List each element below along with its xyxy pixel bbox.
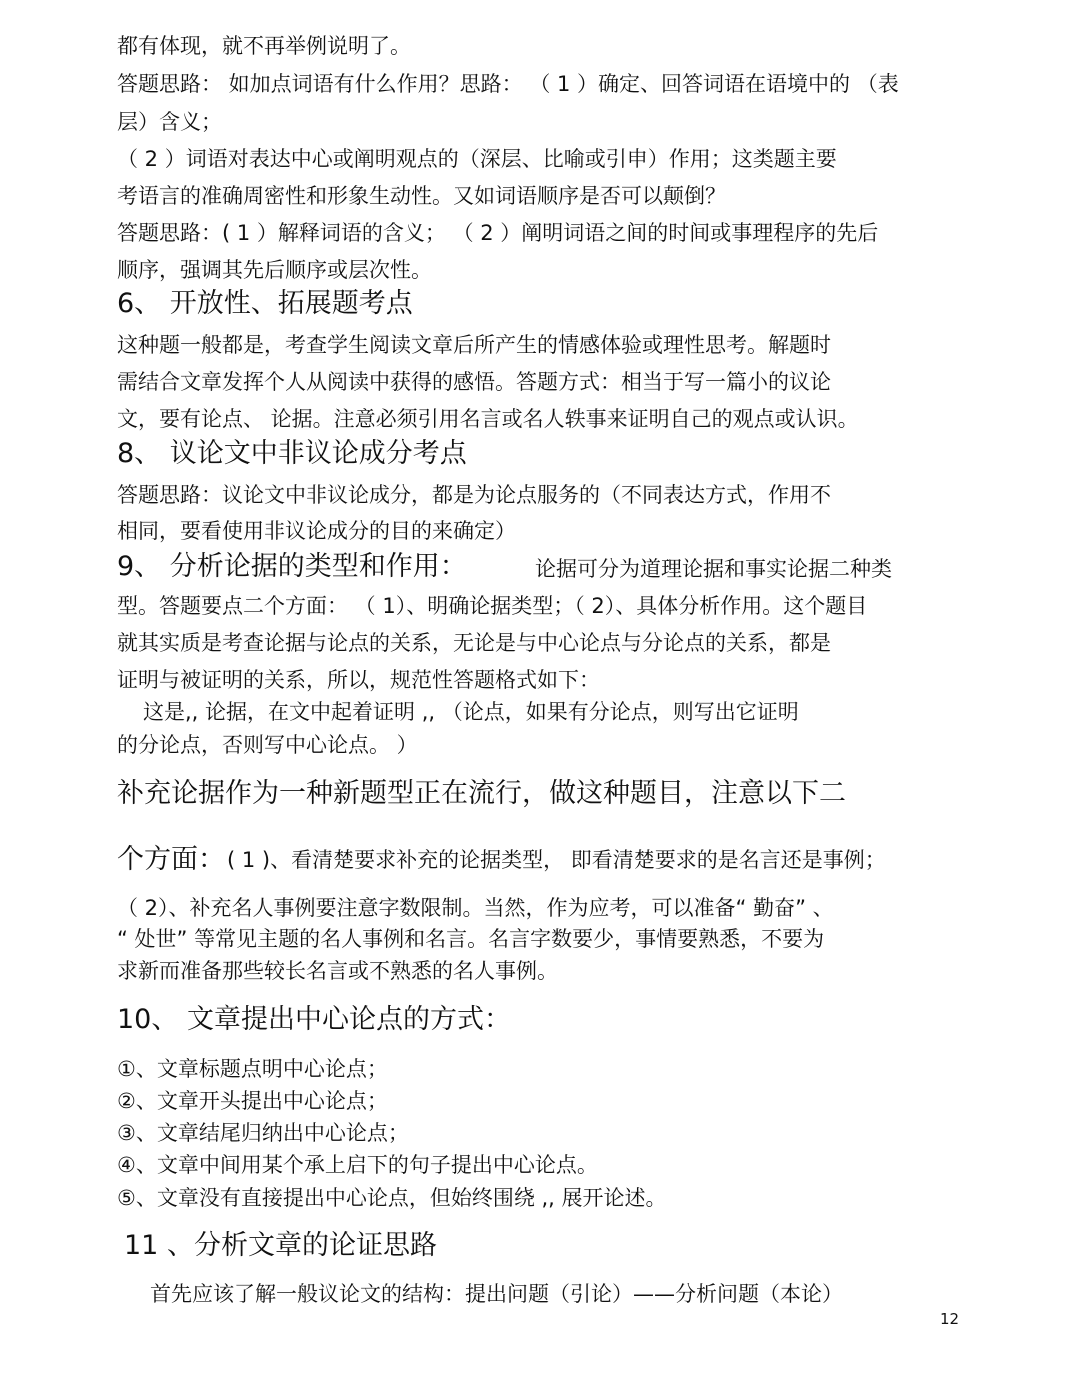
list-item: ②、文章开头提出中心论点； — [117, 1089, 388, 1113]
list-item: ⑤、文章没有直接提出中心论点，但始终围绕 ,, 展开论述。 — [117, 1186, 667, 1210]
emphasis-line: 个方面： — [117, 844, 225, 875]
page-number: 12 — [940, 1310, 960, 1328]
section-heading: 10、 文章提出中心论点的方式： — [117, 1004, 511, 1035]
text-line: 答题思路：( 1 ）解释词语的含义； （ 2 ）阐明词语之间的时间或事理程序的先后 — [117, 221, 879, 245]
section-heading: 11 、分析文章的论证思路 — [124, 1230, 437, 1261]
text-line: 都有体现，就不再举例说明了。 — [117, 34, 411, 58]
list-item: ④、文章中间用某个承上启下的句子提出中心论点。 — [117, 1153, 598, 1177]
text-line: 考语言的准确周密性和形象生动性。又如词语顺序是否可以颠倒？ — [117, 184, 726, 208]
text-line: 就其实质是考查论据与论点的关系，无论是与中心论点与分论点的关系，都是 — [117, 631, 831, 655]
text-line: ( 1 )、看清楚要求补充的论据类型， 即看清楚要求的是名言还是事例； — [227, 848, 886, 872]
text-line: 的分论点，否则写中心论点。 ） — [117, 733, 418, 757]
emphasis-line: 补充论据作为一种新题型正在流行，做这种题目，注意以下二 — [117, 778, 846, 809]
text-line: 证明与被证明的关系，所以，规范性答题格式如下： — [117, 668, 600, 692]
section-heading: 6、 开放性、拓展题考点 — [117, 288, 413, 319]
text-line: 顺序，强调其先后顺序或层次性。 — [117, 258, 432, 282]
text-line: 这种题一般都是，考查学生阅读文章后所产生的情感体验或理性思考。解题时 — [117, 333, 831, 357]
text-line: 层）含义； — [117, 110, 222, 134]
text-line: 相同，要看使用非议论成分的目的来确定） — [117, 519, 516, 543]
text-line: 首先应该了解一般议论文的结构：提出问题（引论）——分析问题（本论） — [150, 1282, 843, 1306]
text-line: 论据可分为道理论据和事实论据二种类 — [535, 557, 892, 581]
text-line: 这是,, 论据，在文中起着证明 ,, （论点，如果有分论点，则写出它证明 — [143, 700, 799, 724]
text-line: 求新而准备那些较长名言或不熟悉的名人事例。 — [117, 959, 558, 983]
section-heading: 8、 议论文中非议论成分考点 — [117, 438, 467, 469]
section-heading: 9、 分析论据的类型和作用： — [117, 551, 467, 582]
text-line: 文，要有论点、 论据。注意必须引用名言或名人轶事来证明自己的观点或认识。 — [117, 407, 859, 431]
text-line: 型。答题要点二个方面： （ 1）、明确论据类型；（ 2）、具体分析作用。这个题目 — [117, 594, 868, 618]
text-line: 需结合文章发挥个人从阅读中获得的感悟。答题方式：相当于写一篇小的议论 — [117, 370, 831, 394]
list-item: ①、文章标题点明中心论点； — [117, 1057, 388, 1081]
text-line: 答题思路： 如加点词语有什么作用？思路： （ 1 ）确定、回答词语在语境中的 （表 — [117, 72, 899, 96]
text-line: （ 2 ）词语对表达中心或阐明观点的（深层、比喻或引申）作用；这类题主要 — [117, 147, 837, 171]
list-item: ③、文章结尾归纳出中心论点； — [117, 1121, 409, 1145]
text-line: （ 2）、补充名人事例要注意字数限制。当然，作为应考，可以准备“ 勤奋” 、 — [117, 896, 834, 920]
text-line: “ 处世” 等常见主题的名人事例和名言。名言字数要少，事情要熟悉，不要为 — [117, 927, 825, 951]
text-line: 答题思路：议论文中非议论成分，都是为论点服务的（不同表达方式，作用不 — [117, 483, 831, 507]
